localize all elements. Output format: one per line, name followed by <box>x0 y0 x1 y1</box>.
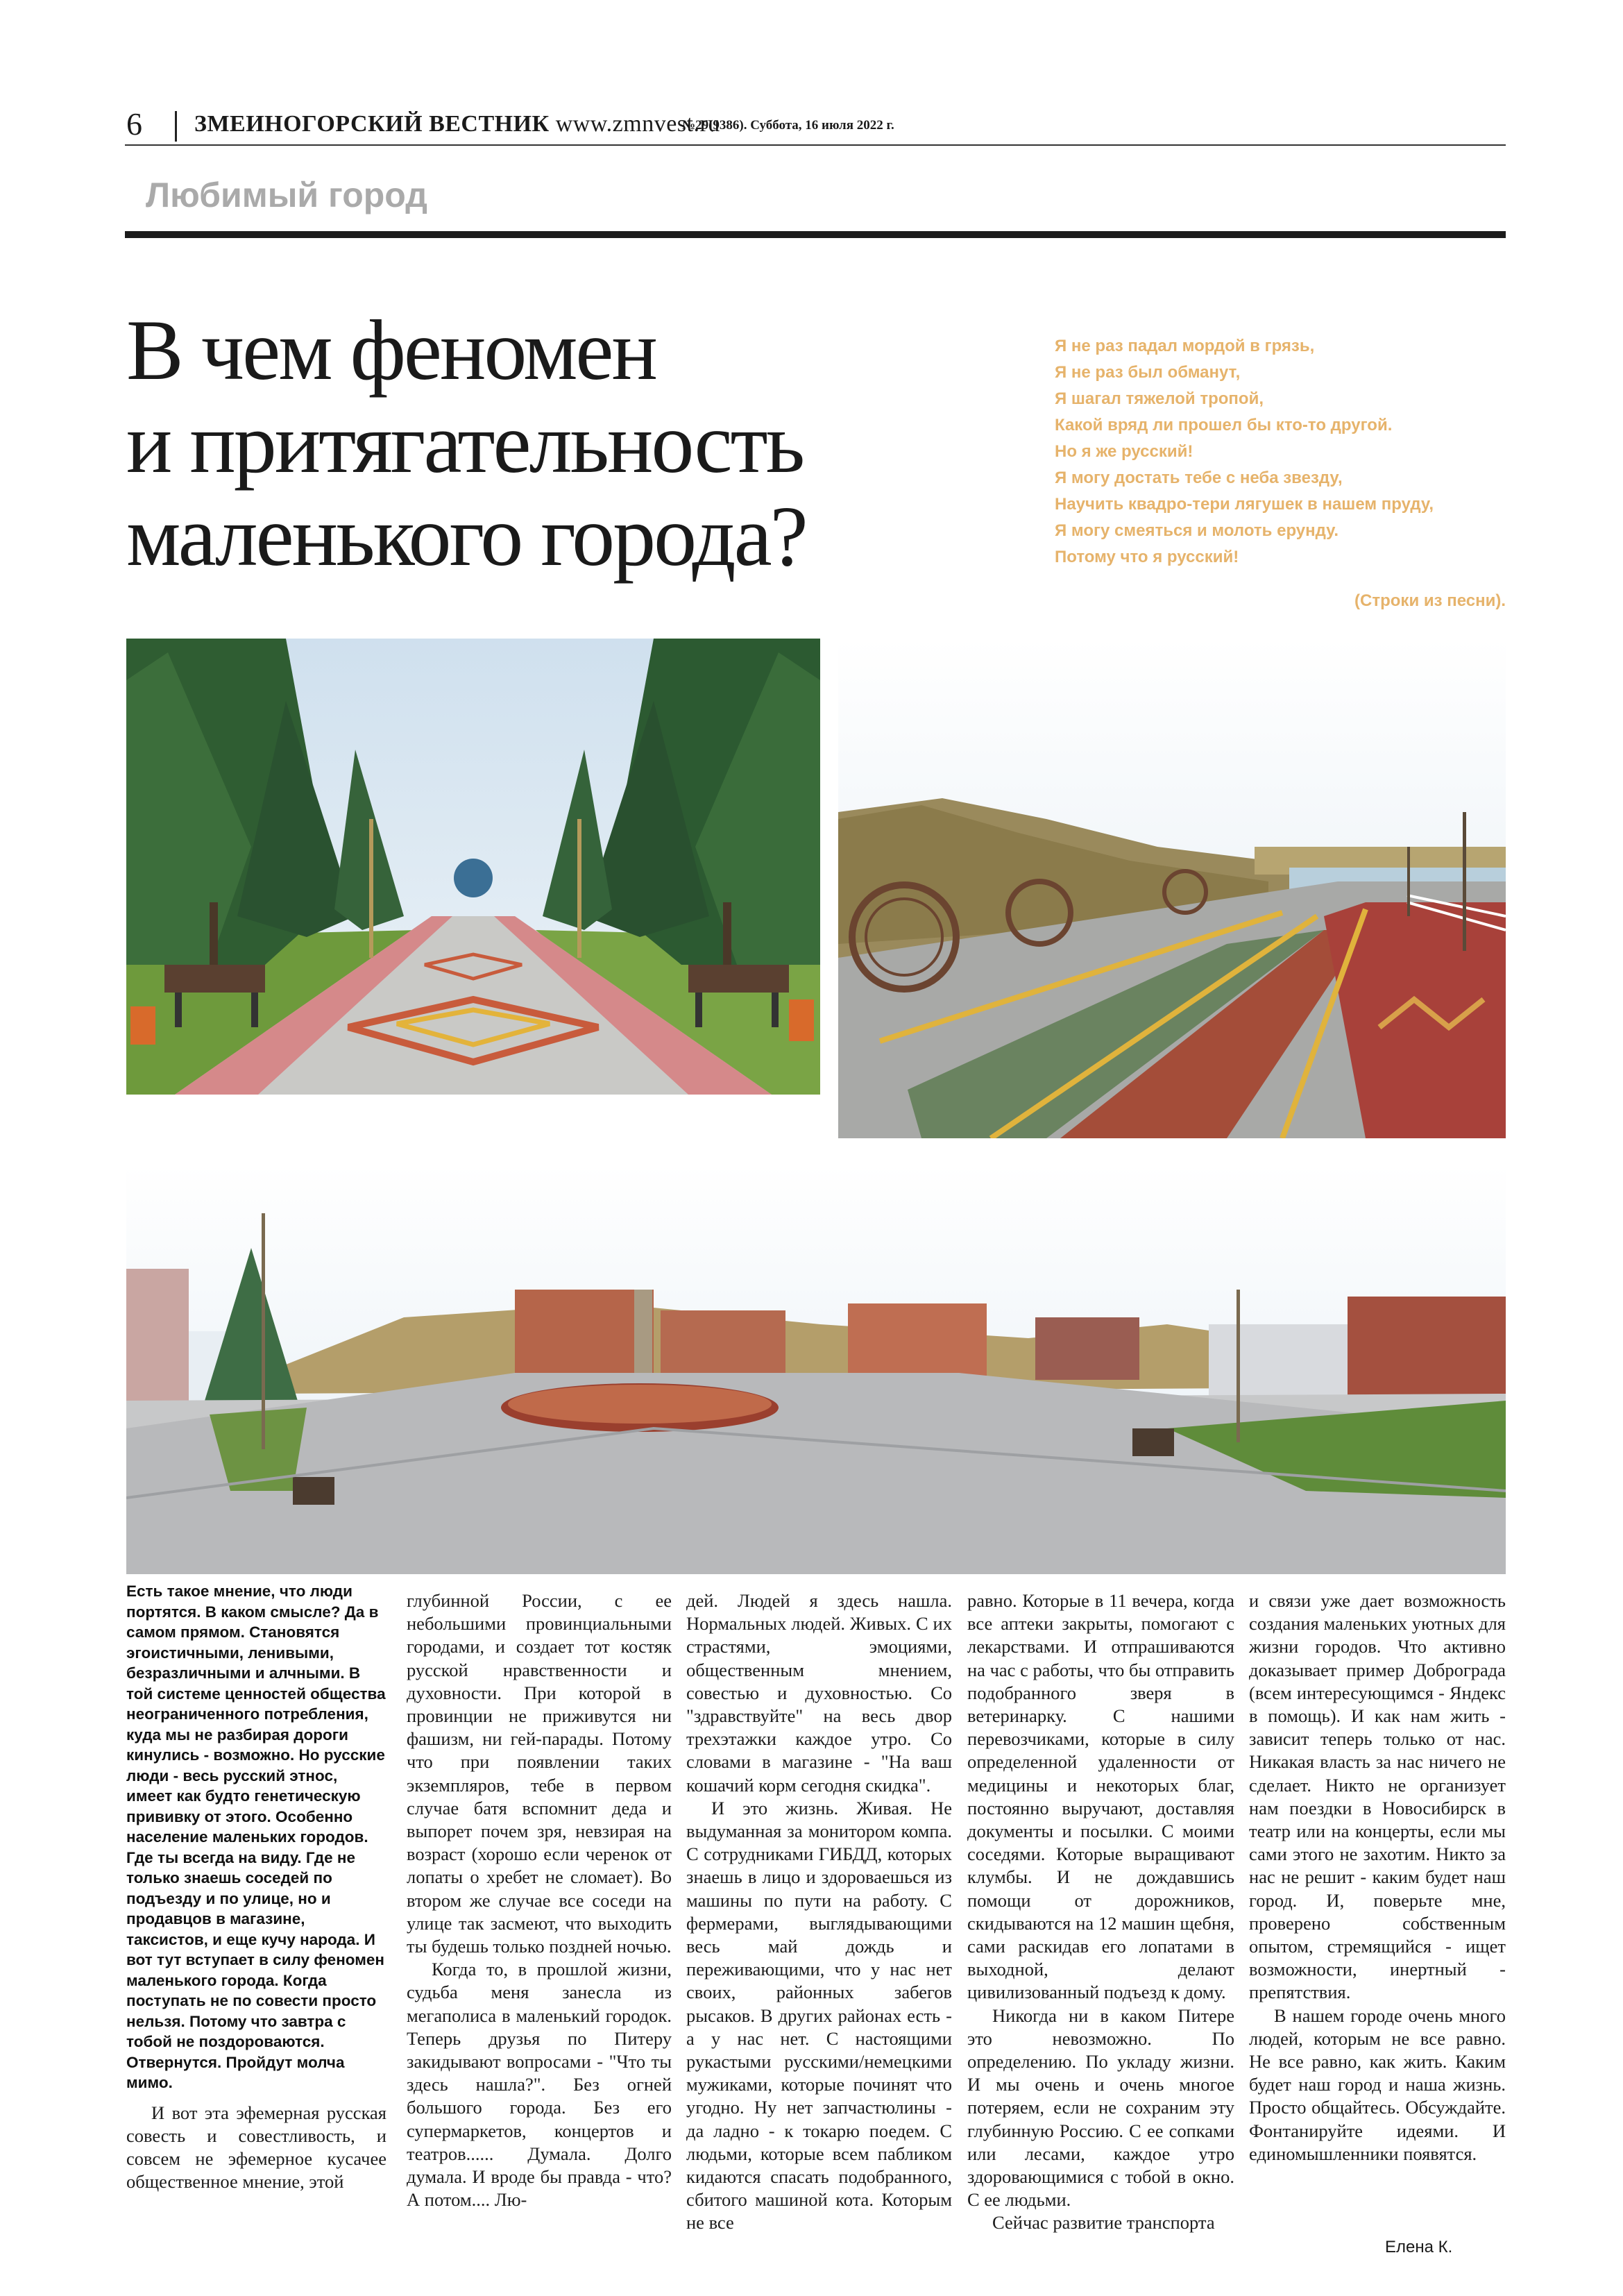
article-paragraph: И вот эта эфемерная русская совесть и совестливость, и совсем не эфемерное кусачее общественное мнение, этой <box>126 2102 386 2193</box>
issue-info: №29(9386). Суббота, 16 июля 2022 г. <box>682 118 894 133</box>
poem-line: Но я же русский! <box>1055 442 1193 461</box>
photo-square-panorama <box>126 1165 1506 1574</box>
poem-line: Какой вряд ли прошел бы кто-то другой. <box>1055 416 1393 434</box>
article-paragraph: и связи уже дает возможность создания маленьких уютных для жизни городов. Что активно доказывает пример Доброграда (всем интересующимся - Яндекс в помощь). И как нам жить - зависит теперь только от нас. Никакая власть за нас ничего не сделает. Никто не организует нам поездки в Новосибирск в театр или на концерты, если мы сами этого не захотим. Никто за нас не решит - каким будет наш город. И, поверьте мне, проверено собственным опытом, стремящийся - ищет возможности, инертный - препятствия. <box>1249 1590 1506 2003</box>
article-paragraph: Никогда ни в каком Питере это невозможно. По определению. По укладу жизни. И мы очень и очень многое потеряем, если не сохраним эту глубинную Россию. С ее сопками или лесами, каждое утро здоровающимися с тобой в окно. С ее людьми. <box>967 2004 1234 2211</box>
article-paragraph: Когда то, в прошлой жизни, судьба меня занесла из мегаполиса в маленький городок. Теперь друзья по Питеру закидывают вопросами - "Что ты здесь нашла?". Без огней большого города. Без его супермаркетов, концертов и театров...... Думала. Долго думала. И вроде бы правда - что? А потом.... Лю- <box>407 1959 672 2211</box>
poem-line: Я могу смеяться и молоть ерунду. <box>1055 521 1339 540</box>
photo-square-panorama-image <box>126 1165 1506 1574</box>
poem-source: (Строки из песни). <box>1354 591 1506 610</box>
article-paragraph: И это жизнь. Живая. Не выдуманная за монитором компа. С сотрудниками ГИБДД, которых знаешь в лицо и здороваешься из машины по пути на работу. С фермерами, выглядывающими весь май дождь и переживающими, что у нас нет своих, районных забегов рысаков. В других районах есть - а у нас нет. С настоящими рукастыми русскими/немецкими мужиками, которые починят что угодно. Ну нет запчастюлины - да ладно - к токарю поедем. С людьми, которые всем пабликом кидаются спасать подобранного, сбитого машиной кота. Которым не все <box>686 1797 952 2234</box>
photo-tree-alley <box>126 639 820 1095</box>
headline-line: В чем феномен <box>126 303 656 398</box>
header-rule <box>125 144 1506 146</box>
article-lead: Есть такое мнение, что люди портятся. В каком смысле? Да в самом прямом. Становятся эгоистичными, ленивыми, безразличными и алчными. В той системе ценностей общества неограниченного потребления, куда мы не разбирая дороги кинулись - возможно. Но русские люди - весь русский этнос, имеет как будто генетическую прививку от этого. Особенно население маленьких городов. Где ты всегда на виду. Где не только знаешь соседей по подъезду и по улице, но и продавцов в магазине, таксистов, и еще кучу народа. И вот тут вступает в силу феномен маленького города. Когда поступать не по совести просто нельзя. Потому что завтра с тобой не поздороваются. Отвернутся. Пройдут молча мимо. <box>126 1582 386 2091</box>
section-title: Любимый город <box>146 176 427 214</box>
article-paragraph: Сейчас развитие транспорта <box>992 2212 1215 2234</box>
photo-embankment <box>838 639 1506 1138</box>
poem-line: Научить квадро-тери лягушек в нашем пруду, <box>1055 495 1434 514</box>
article-column-5 <box>1249 1589 1506 2166</box>
poem-line: Я не раз был обманут, <box>1055 363 1241 382</box>
article-author: Елена К. <box>1385 2238 1453 2256</box>
article-paragraph: В нашем городе очень много людей, которым не все равно. Не все равно, как жить. Каким будет наш город и наша жизнь. Просто общайтесь. Обсуждайте. Фонтанируйте идеями. И единомышленники появятся. <box>1249 2004 1506 2164</box>
newspaper-url[interactable]: www.zmnvest.ru <box>555 111 720 137</box>
newspaper-name: ЗМЕИНОГОРСКИЙ ВЕСТНИК <box>194 111 550 137</box>
epigraph-poem <box>1055 333 1506 571</box>
article-paragraph: глубинной России, с ее небольшими провинциальными городами, и создает тот костяк русской нравственности и духовности. При которой в провинции не приживутся ни фашизм, ни гей-парады. Потому что при появлении таких экземпляров, тебе в первом случае батя вспомнит деда и выпорет почем зря, невзирая на возраст (хорошо если черенок от лопаты о хребет не сломает). Во втором же случае все соседи на улице так засмеют, что выходить ты будешь только поздней ночью. <box>407 1590 672 1957</box>
poem-line: Потому что я русский! <box>1055 548 1239 566</box>
header-separator <box>175 111 177 142</box>
article-column-3 <box>686 1589 952 2235</box>
page-number: 6 <box>126 106 142 142</box>
article-column-4 <box>967 1589 1234 2235</box>
section-rule <box>125 231 1506 238</box>
article-paragraph: дей. Людей я здесь нашла. Нормальных людей. Живых. С их страстями, эмоциями, общественным мнением, совестью и духовностью. Со "здравствуйте" на весь двор трехэтажки каждое утро. Со словами в магазине - "На ваш кошачий корм сегодня скидка". <box>686 1590 952 1796</box>
article-column-2 <box>407 1589 672 2211</box>
poem-line: Я шагал тяжелой тропой, <box>1055 389 1264 408</box>
poem-line: Я могу достать тебе с неба звезду, <box>1055 469 1343 487</box>
headline-line: маленького города? <box>126 489 806 584</box>
photo-tree-alley-image <box>126 639 820 1095</box>
article-paragraph: равно. Которые в 11 вечера, когда все аптеки закрыты, помогают с лекарствами. И отпрашиваются на час с работы, что бы отправить подобранного зверя в ветеринарку. С нашими перевозчиками, которые в силу определенной удаленности от медицины и некоторых благ, постоянно выручают, доставляя документы и посылки. С моими соседями. Которые выращивают клумбы. И не дождавшись помощи от дорожников, скидываются на 12 машин щебня, сами раскидав его лопатами в выходной, делают цивилизованный подъезд к дому. <box>967 1590 1234 2003</box>
article-column-1 <box>126 1581 386 2193</box>
headline <box>126 304 959 583</box>
photo-embankment-image <box>838 639 1506 1138</box>
newspaper-title <box>194 111 720 137</box>
poem-line: Я не раз падал мордой в грязь, <box>1055 337 1315 355</box>
headline-line: и притягательность <box>126 396 804 491</box>
